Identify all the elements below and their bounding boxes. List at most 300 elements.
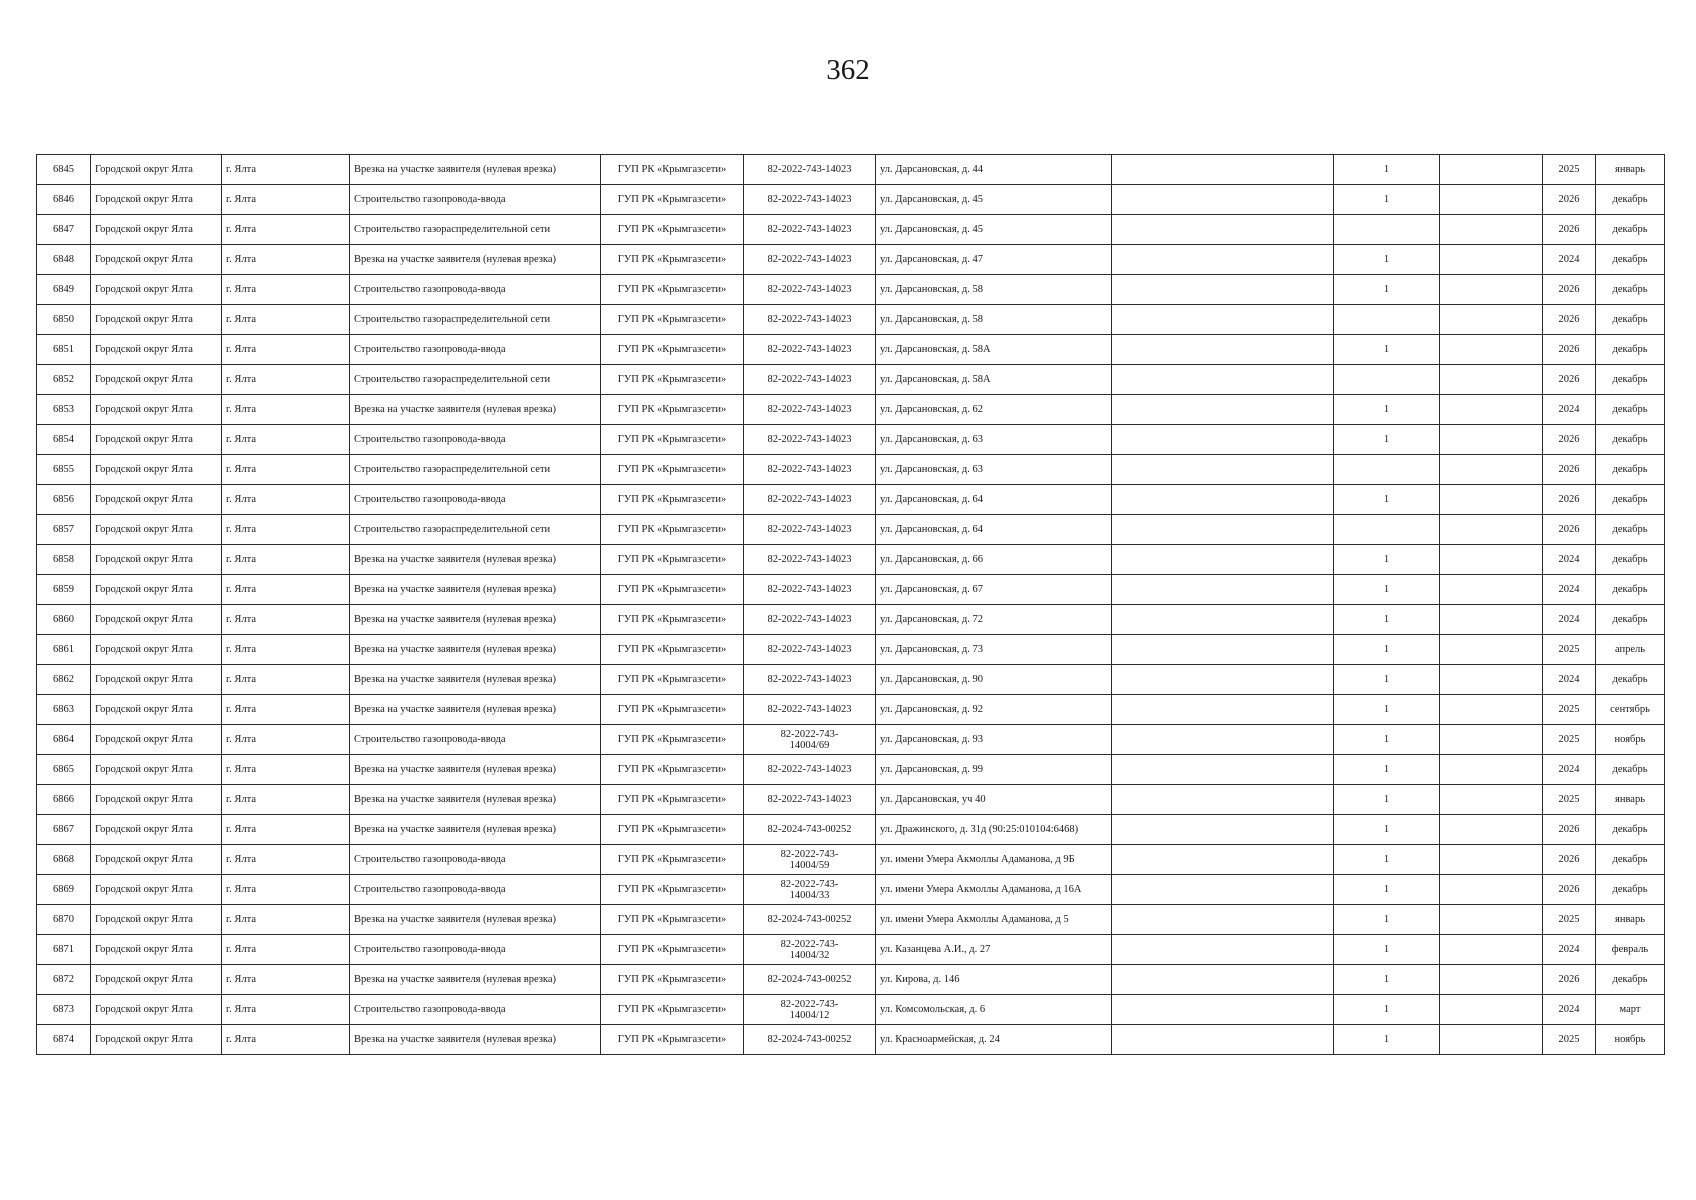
quantity-cell: 1 [1334,935,1440,965]
gas-operator-cell: ГУП РК «Крымгазсети» [601,935,744,965]
table-row [37,215,1665,245]
table-row [37,995,1665,1025]
application-code-cell: 82-2022-743-14023 [744,305,876,335]
note-cell [1112,1025,1334,1055]
table-row [37,425,1665,455]
application-code-cell: 82-2022-743-14023 [744,215,876,245]
table-row [37,605,1665,635]
city-cell: г. Ялта [222,995,350,1025]
quantity-cell: 1 [1334,965,1440,995]
extra-cell [1440,815,1543,845]
table-row [37,515,1665,545]
district-cell: Городской округ Ялта [91,215,222,245]
district-cell: Городской округ Ялта [91,515,222,545]
year-cell: 2026 [1543,305,1596,335]
year-cell: 2026 [1543,425,1596,455]
city-cell: г. Ялта [222,1025,350,1055]
city-cell: г. Ялта [222,755,350,785]
note-cell [1112,185,1334,215]
table-row [37,245,1665,275]
note-cell [1112,965,1334,995]
application-code-cell: 82-2022-743- 14004/59 [744,845,876,875]
note-cell [1112,665,1334,695]
quantity-cell: 1 [1334,545,1440,575]
row-number-cell: 6848 [37,245,91,275]
district-cell: Городской округ Ялта [91,245,222,275]
district-cell: Городской округ Ялта [91,575,222,605]
application-code-cell: 82-2024-743-00252 [744,965,876,995]
gas-operator-cell: ГУП РК «Крымгазсети» [601,635,744,665]
application-code-cell: 82-2022-743-14023 [744,275,876,305]
note-cell [1112,155,1334,185]
application-code-cell: 82-2022-743-14023 [744,245,876,275]
quantity-cell: 1 [1334,755,1440,785]
work-type-cell: Строительство газопровода-ввода [350,935,601,965]
address-cell: ул. Дарсановская, д. 64 [876,485,1112,515]
quantity-cell [1334,365,1440,395]
table-row [37,635,1665,665]
table-row [37,815,1665,845]
month-cell: декабрь [1596,485,1665,515]
row-number-cell: 6855 [37,455,91,485]
gas-operator-cell: ГУП РК «Крымгазсети» [601,395,744,425]
year-cell: 2025 [1543,785,1596,815]
gas-operator-cell: ГУП РК «Крымгазсети» [601,815,744,845]
district-cell: Городской округ Ялта [91,305,222,335]
row-number-cell: 6856 [37,485,91,515]
address-cell: ул. Красноармейская, д. 24 [876,1025,1112,1055]
city-cell: г. Ялта [222,635,350,665]
note-cell [1112,545,1334,575]
work-type-cell: Врезка на участке заявителя (нулевая врезка) [350,1025,601,1055]
table-row [37,575,1665,605]
note-cell [1112,635,1334,665]
year-cell: 2026 [1543,215,1596,245]
address-cell: ул. имени Умера Акмоллы Адаманова, д 5 [876,905,1112,935]
district-cell: Городской округ Ялта [91,815,222,845]
month-cell: декабрь [1596,215,1665,245]
month-cell: январь [1596,905,1665,935]
note-cell [1112,425,1334,455]
extra-cell [1440,965,1543,995]
month-cell: декабрь [1596,875,1665,905]
application-code-cell: 82-2022-743-14023 [744,155,876,185]
quantity-cell [1334,455,1440,485]
row-number-cell: 6865 [37,755,91,785]
city-cell: г. Ялта [222,575,350,605]
quantity-cell: 1 [1334,395,1440,425]
extra-cell [1440,635,1543,665]
note-cell [1112,995,1334,1025]
city-cell: г. Ялта [222,725,350,755]
work-type-cell: Врезка на участке заявителя (нулевая врезка) [350,785,601,815]
table-row [37,485,1665,515]
extra-cell [1440,545,1543,575]
address-cell: ул. Дарсановская, д. 62 [876,395,1112,425]
city-cell: г. Ялта [222,485,350,515]
address-cell: ул. Комсомольская, д. 6 [876,995,1112,1025]
year-cell: 2024 [1543,995,1596,1025]
district-cell: Городской округ Ялта [91,395,222,425]
city-cell: г. Ялта [222,365,350,395]
note-cell [1112,215,1334,245]
extra-cell [1440,725,1543,755]
work-type-cell: Врезка на участке заявителя (нулевая врезка) [350,395,601,425]
quantity-cell [1334,515,1440,545]
year-cell: 2026 [1543,275,1596,305]
city-cell: г. Ялта [222,935,350,965]
year-cell: 2026 [1543,875,1596,905]
table-row [37,455,1665,485]
quantity-cell: 1 [1334,335,1440,365]
address-cell: ул. Дарсановская, д. 58А [876,365,1112,395]
work-type-cell: Строительство газораспределительной сети [350,455,601,485]
note-cell [1112,575,1334,605]
month-cell: ноябрь [1596,725,1665,755]
row-number-cell: 6869 [37,875,91,905]
year-cell: 2024 [1543,395,1596,425]
extra-cell [1440,335,1543,365]
year-cell: 2026 [1543,815,1596,845]
table-row [37,935,1665,965]
work-type-cell: Врезка на участке заявителя (нулевая врезка) [350,815,601,845]
district-cell: Городской округ Ялта [91,665,222,695]
extra-cell [1440,515,1543,545]
extra-cell [1440,245,1543,275]
city-cell: г. Ялта [222,695,350,725]
district-cell: Городской округ Ялта [91,965,222,995]
extra-cell [1440,485,1543,515]
gas-operator-cell: ГУП РК «Крымгазсети» [601,965,744,995]
district-cell: Городской округ Ялта [91,365,222,395]
year-cell: 2026 [1543,845,1596,875]
city-cell: г. Ялта [222,665,350,695]
address-cell: ул. Кирова, д. 146 [876,965,1112,995]
address-cell: ул. Дарсановская, д. 44 [876,155,1112,185]
gas-operator-cell: ГУП РК «Крымгазсети» [601,605,744,635]
work-type-cell: Строительство газораспределительной сети [350,365,601,395]
row-number-cell: 6873 [37,995,91,1025]
application-code-cell: 82-2022-743- 14004/69 [744,725,876,755]
district-cell: Городской округ Ялта [91,635,222,665]
month-cell: сентябрь [1596,695,1665,725]
month-cell: декабрь [1596,455,1665,485]
work-type-cell: Строительство газораспределительной сети [350,215,601,245]
work-type-cell: Врезка на участке заявителя (нулевая врезка) [350,905,601,935]
gas-operator-cell: ГУП РК «Крымгазсети» [601,425,744,455]
address-cell: ул. Дарсановская, д. 58 [876,275,1112,305]
address-cell: ул. Дарсановская, уч 40 [876,785,1112,815]
extra-cell [1440,905,1543,935]
table-row [37,785,1665,815]
city-cell: г. Ялта [222,215,350,245]
work-type-cell: Строительство газораспределительной сети [350,515,601,545]
gas-operator-cell: ГУП РК «Крымгазсети» [601,305,744,335]
year-cell: 2026 [1543,185,1596,215]
month-cell: декабрь [1596,665,1665,695]
work-type-cell: Врезка на участке заявителя (нулевая врезка) [350,755,601,785]
address-cell: ул. Дражинского, д. 31д (90:25:010104:6468) [876,815,1112,845]
application-code-cell: 82-2024-743-00252 [744,1025,876,1055]
quantity-cell: 1 [1334,575,1440,605]
table-row [37,905,1665,935]
work-type-cell: Строительство газопровода-ввода [350,725,601,755]
application-code-cell: 82-2022-743-14023 [744,665,876,695]
table-row [37,545,1665,575]
row-number-cell: 6864 [37,725,91,755]
extra-cell [1440,215,1543,245]
gas-operator-cell: ГУП РК «Крымгазсети» [601,755,744,785]
district-cell: Городской округ Ялта [91,485,222,515]
extra-cell [1440,605,1543,635]
quantity-cell: 1 [1334,695,1440,725]
year-cell: 2024 [1543,755,1596,785]
month-cell: декабрь [1596,365,1665,395]
row-number-cell: 6870 [37,905,91,935]
year-cell: 2026 [1543,485,1596,515]
note-cell [1112,455,1334,485]
row-number-cell: 6859 [37,575,91,605]
city-cell: г. Ялта [222,395,350,425]
application-code-cell: 82-2022-743-14023 [744,575,876,605]
table-row [37,275,1665,305]
month-cell: январь [1596,155,1665,185]
row-number-cell: 6850 [37,305,91,335]
application-code-cell: 82-2022-743- 14004/12 [744,995,876,1025]
year-cell: 2024 [1543,935,1596,965]
address-cell: ул. Дарсановская, д. 45 [876,215,1112,245]
note-cell [1112,845,1334,875]
note-cell [1112,395,1334,425]
district-cell: Городской округ Ялта [91,455,222,485]
work-type-cell: Врезка на участке заявителя (нулевая врезка) [350,545,601,575]
month-cell: декабрь [1596,755,1665,785]
year-cell: 2024 [1543,575,1596,605]
gas-operator-cell: ГУП РК «Крымгазсети» [601,485,744,515]
extra-cell [1440,875,1543,905]
note-cell [1112,605,1334,635]
city-cell: г. Ялта [222,545,350,575]
month-cell: декабрь [1596,395,1665,425]
gas-operator-cell: ГУП РК «Крымгазсети» [601,545,744,575]
year-cell: 2025 [1543,1025,1596,1055]
table-row [37,725,1665,755]
city-cell: г. Ялта [222,785,350,815]
gas-operator-cell: ГУП РК «Крымгазсети» [601,845,744,875]
month-cell: апрель [1596,635,1665,665]
application-code-cell: 82-2022-743-14023 [744,635,876,665]
extra-cell [1440,1025,1543,1055]
quantity-cell: 1 [1334,845,1440,875]
address-cell: ул. Казанцева А.И., д. 27 [876,935,1112,965]
row-number-cell: 6857 [37,515,91,545]
extra-cell [1440,845,1543,875]
address-cell: ул. Дарсановская, д. 99 [876,755,1112,785]
note-cell [1112,515,1334,545]
city-cell: г. Ялта [222,515,350,545]
extra-cell [1440,185,1543,215]
gas-operator-cell: ГУП РК «Крымгазсети» [601,725,744,755]
quantity-cell: 1 [1334,425,1440,455]
address-cell: ул. Дарсановская, д. 45 [876,185,1112,215]
district-cell: Городской округ Ялта [91,755,222,785]
gas-operator-cell: ГУП РК «Крымгазсети» [601,1025,744,1055]
quantity-cell: 1 [1334,815,1440,845]
work-type-cell: Врезка на участке заявителя (нулевая врезка) [350,665,601,695]
gas-connection-registry-table [36,154,1665,1055]
city-cell: г. Ялта [222,335,350,365]
application-code-cell: 82-2022-743-14023 [744,515,876,545]
district-cell: Городской округ Ялта [91,1025,222,1055]
address-cell: ул. Дарсановская, д. 58 [876,305,1112,335]
extra-cell [1440,425,1543,455]
quantity-cell [1334,215,1440,245]
extra-cell [1440,365,1543,395]
quantity-cell [1334,305,1440,335]
month-cell: декабрь [1596,965,1665,995]
note-cell [1112,935,1334,965]
table-row [37,755,1665,785]
gas-operator-cell: ГУП РК «Крымгазсети» [601,665,744,695]
address-cell: ул. Дарсановская, д. 93 [876,725,1112,755]
year-cell: 2024 [1543,665,1596,695]
note-cell [1112,695,1334,725]
city-cell: г. Ялта [222,155,350,185]
row-number-cell: 6853 [37,395,91,425]
quantity-cell: 1 [1334,605,1440,635]
month-cell: декабрь [1596,845,1665,875]
row-number-cell: 6868 [37,845,91,875]
work-type-cell: Строительство газопровода-ввода [350,185,601,215]
extra-cell [1440,995,1543,1025]
city-cell: г. Ялта [222,965,350,995]
row-number-cell: 6872 [37,965,91,995]
application-code-cell: 82-2022-743-14023 [744,365,876,395]
gas-operator-cell: ГУП РК «Крымгазсети» [601,365,744,395]
note-cell [1112,725,1334,755]
extra-cell [1440,455,1543,485]
quantity-cell: 1 [1334,635,1440,665]
year-cell: 2026 [1543,455,1596,485]
work-type-cell: Врезка на участке заявителя (нулевая врезка) [350,605,601,635]
row-number-cell: 6849 [37,275,91,305]
year-cell: 2024 [1543,245,1596,275]
row-number-cell: 6860 [37,605,91,635]
month-cell: декабрь [1596,545,1665,575]
month-cell: февраль [1596,935,1665,965]
month-cell: декабрь [1596,575,1665,605]
application-code-cell: 82-2024-743-00252 [744,905,876,935]
row-number-cell: 6854 [37,425,91,455]
table-row [37,1025,1665,1055]
address-cell: ул. Дарсановская, д. 92 [876,695,1112,725]
extra-cell [1440,755,1543,785]
month-cell: январь [1596,785,1665,815]
table-row [37,695,1665,725]
year-cell: 2026 [1543,365,1596,395]
application-code-cell: 82-2022-743-14023 [744,695,876,725]
month-cell: декабрь [1596,275,1665,305]
year-cell: 2024 [1543,605,1596,635]
month-cell: декабрь [1596,515,1665,545]
note-cell [1112,365,1334,395]
note-cell [1112,275,1334,305]
address-cell: ул. Дарсановская, д. 66 [876,545,1112,575]
application-code-cell: 82-2022-743- 14004/32 [744,935,876,965]
city-cell: г. Ялта [222,875,350,905]
year-cell: 2025 [1543,725,1596,755]
application-code-cell: 82-2022-743-14023 [744,545,876,575]
table-row [37,335,1665,365]
work-type-cell: Врезка на участке заявителя (нулевая врезка) [350,245,601,275]
gas-operator-cell: ГУП РК «Крымгазсети» [601,275,744,305]
city-cell: г. Ялта [222,425,350,455]
table-row [37,155,1665,185]
note-cell [1112,905,1334,935]
year-cell: 2026 [1543,515,1596,545]
note-cell [1112,335,1334,365]
row-number-cell: 6851 [37,335,91,365]
gas-operator-cell: ГУП РК «Крымгазсети» [601,185,744,215]
application-code-cell: 82-2024-743-00252 [744,815,876,845]
extra-cell [1440,155,1543,185]
quantity-cell: 1 [1334,245,1440,275]
gas-operator-cell: ГУП РК «Крымгазсети» [601,155,744,185]
quantity-cell: 1 [1334,905,1440,935]
application-code-cell: 82-2022-743-14023 [744,185,876,215]
address-cell: ул. Дарсановская, д. 72 [876,605,1112,635]
month-cell: март [1596,995,1665,1025]
year-cell: 2026 [1543,965,1596,995]
year-cell: 2025 [1543,635,1596,665]
year-cell: 2025 [1543,905,1596,935]
application-code-cell: 82-2022-743-14023 [744,485,876,515]
row-number-cell: 6846 [37,185,91,215]
city-cell: г. Ялта [222,455,350,485]
extra-cell [1440,575,1543,605]
row-number-cell: 6871 [37,935,91,965]
district-cell: Городской округ Ялта [91,275,222,305]
work-type-cell: Строительство газопровода-ввода [350,335,601,365]
year-cell: 2024 [1543,545,1596,575]
row-number-cell: 6867 [37,815,91,845]
table-row [37,965,1665,995]
extra-cell [1440,305,1543,335]
district-cell: Городской округ Ялта [91,905,222,935]
row-number-cell: 6858 [37,545,91,575]
address-cell: ул. Дарсановская, д. 64 [876,515,1112,545]
gas-operator-cell: ГУП РК «Крымгазсети» [601,455,744,485]
district-cell: Городской округ Ялта [91,335,222,365]
table-row [37,395,1665,425]
work-type-cell: Строительство газопровода-ввода [350,485,601,515]
note-cell [1112,785,1334,815]
page-number: 362 [826,54,870,86]
work-type-cell: Строительство газопровода-ввода [350,425,601,455]
address-cell: ул. имени Умера Акмоллы Адаманова, д 16А [876,875,1112,905]
quantity-cell: 1 [1334,725,1440,755]
work-type-cell: Врезка на участке заявителя (нулевая врезка) [350,695,601,725]
district-cell: Городской округ Ялта [91,935,222,965]
month-cell: декабрь [1596,245,1665,275]
city-cell: г. Ялта [222,605,350,635]
application-code-cell: 82-2022-743-14023 [744,785,876,815]
application-code-cell: 82-2022-743-14023 [744,335,876,365]
gas-operator-cell: ГУП РК «Крымгазсети» [601,995,744,1025]
address-cell: ул. Дарсановская, д. 58А [876,335,1112,365]
district-cell: Городской округ Ялта [91,545,222,575]
gas-operator-cell: ГУП РК «Крымгазсети» [601,215,744,245]
